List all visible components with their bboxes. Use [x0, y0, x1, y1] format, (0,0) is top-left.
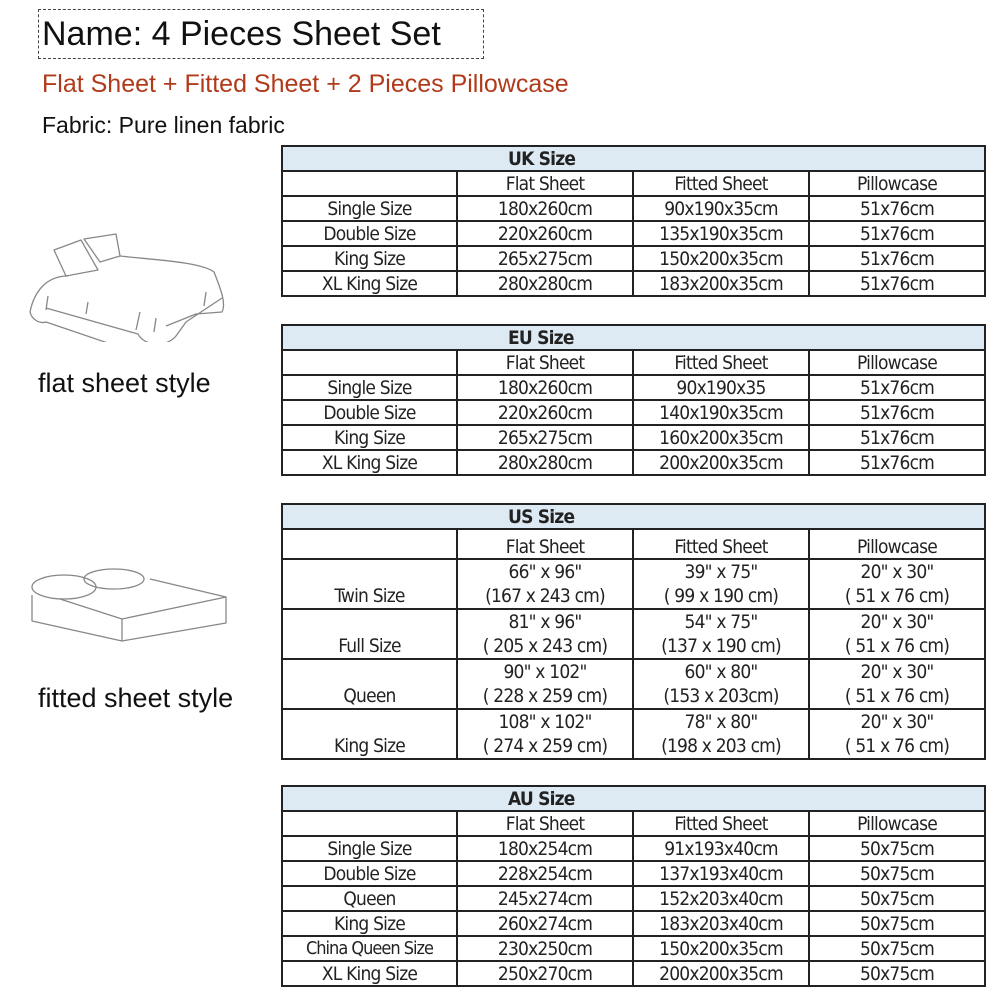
inch-value: 60" x 80" — [684, 661, 758, 683]
inch-value: 54" x 75" — [684, 611, 758, 633]
cell: 51x76cm — [809, 425, 985, 450]
cm-value: (137 x 190 cm) — [661, 635, 781, 657]
table-row — [282, 450, 985, 475]
inch-value: 90" x 102" — [503, 661, 587, 683]
size-label: Queen — [282, 659, 457, 709]
cm-value: (153 x 203cm) — [663, 685, 779, 707]
cell: 51x76cm — [809, 221, 985, 246]
cell: 51x76cm — [809, 450, 985, 475]
column-header: Fitted Sheet — [633, 529, 809, 559]
cm-value: (198 x 203 cm) — [661, 735, 781, 757]
table-row — [282, 221, 985, 246]
header-row — [282, 350, 985, 375]
cell — [457, 709, 633, 759]
size-label: XL King Size — [282, 271, 457, 296]
cell: 265x275cm — [457, 246, 633, 271]
cell: 180x260cm — [457, 196, 633, 221]
size-label: XL King Size — [282, 450, 457, 475]
cell: 51x76cm — [809, 400, 985, 425]
cell — [809, 609, 985, 659]
cell — [633, 659, 809, 709]
cm-value: ( 205 x 243 cm) — [482, 635, 608, 657]
column-header: Pillowcase — [809, 529, 985, 559]
cell — [457, 559, 633, 609]
flat-sheet-style-label: flat sheet style — [38, 368, 211, 398]
table-title: UK Size — [282, 146, 985, 171]
cell: 90x190x35cm — [633, 196, 809, 221]
cell: 230x250cm — [457, 936, 633, 961]
cell: 150x200x35cm — [633, 936, 809, 961]
cell: 51x76cm — [809, 196, 985, 221]
column-header: Flat Sheet — [457, 350, 633, 375]
cm-value: ( 99 x 190 cm) — [663, 585, 779, 607]
fitted-sheet-bed-icon — [30, 565, 230, 645]
column-header — [282, 350, 457, 375]
eu-size-table — [281, 324, 986, 476]
cell: 50x75cm — [809, 936, 985, 961]
cell — [457, 659, 633, 709]
cell: 135x190x35cm — [633, 221, 809, 246]
set-contents: Flat Sheet + Fitted Sheet + 2 Pieces Pillowcase — [42, 70, 569, 98]
cell: 200x200x35cm — [633, 961, 809, 986]
cm-value: ( 228 x 259 cm) — [482, 685, 608, 707]
table-row — [282, 559, 985, 609]
column-header: Fitted Sheet — [633, 171, 809, 196]
table-row — [282, 911, 985, 936]
cell: 220x260cm — [457, 400, 633, 425]
table-row — [282, 609, 985, 659]
table-row — [282, 271, 985, 296]
size-label: Full Size — [282, 609, 457, 659]
table-row — [282, 961, 985, 986]
cell: 180x254cm — [457, 836, 633, 861]
cell: 265x275cm — [457, 425, 633, 450]
table-row — [282, 659, 985, 709]
cell: 137x193x40cm — [633, 861, 809, 886]
uk-size-table — [281, 145, 986, 297]
product-name: Name: 4 Pieces Sheet Set — [42, 15, 441, 53]
us-size-table — [281, 503, 986, 760]
cell — [809, 709, 985, 759]
table-row — [282, 246, 985, 271]
cell: 228x254cm — [457, 861, 633, 886]
column-header: Flat Sheet — [457, 529, 633, 559]
cell: 152x203x40cm — [633, 886, 809, 911]
cm-value: ( 51 x 76 cm) — [844, 635, 950, 657]
cell: 50x75cm — [809, 861, 985, 886]
table-row — [282, 375, 985, 400]
inch-value: 78" x 80" — [684, 711, 758, 733]
header-row — [282, 171, 985, 196]
cell: 183x200x35cm — [633, 271, 809, 296]
table-row — [282, 709, 985, 759]
table-row — [282, 196, 985, 221]
table-row — [282, 425, 985, 450]
cell: 160x200x35cm — [633, 425, 809, 450]
size-label: Single Size — [282, 375, 457, 400]
table-row — [282, 400, 985, 425]
size-label: Queen — [282, 886, 457, 911]
table-row — [282, 886, 985, 911]
table-title: EU Size — [282, 325, 985, 350]
table-row — [282, 936, 985, 961]
column-header: Flat Sheet — [457, 171, 633, 196]
cell: 280x280cm — [457, 450, 633, 475]
cm-value: (167 x 243 cm) — [485, 585, 605, 607]
size-label: China Queen Size — [282, 936, 457, 961]
cell: 51x76cm — [809, 271, 985, 296]
cell — [457, 609, 633, 659]
cell: 245x274cm — [457, 886, 633, 911]
column-header: Pillowcase — [809, 350, 985, 375]
cell — [809, 559, 985, 609]
cell: 50x75cm — [809, 961, 985, 986]
size-label: XL King Size — [282, 961, 457, 986]
table-title: AU Size — [282, 786, 985, 811]
header-row — [282, 529, 985, 559]
size-label: King Size — [282, 911, 457, 936]
cell: 90x190x35 — [633, 375, 809, 400]
column-header: Pillowcase — [809, 811, 985, 836]
inch-value: 20" x 30" — [860, 661, 934, 683]
inch-value: 66" x 96" — [508, 561, 582, 583]
fabric-info: Fabric: Pure linen fabric — [42, 112, 285, 138]
cell: 91x193x40cm — [633, 836, 809, 861]
cell: 50x75cm — [809, 911, 985, 936]
column-header — [282, 529, 457, 559]
size-label: King Size — [282, 246, 457, 271]
header-row — [282, 811, 985, 836]
inch-value: 20" x 30" — [860, 561, 934, 583]
table-title: US Size — [282, 504, 985, 529]
au-size-table — [281, 785, 986, 987]
cell: 150x200x35cm — [633, 246, 809, 271]
cm-value: ( 274 x 259 cm) — [482, 735, 608, 757]
column-header — [282, 811, 457, 836]
column-header: Pillowcase — [809, 171, 985, 196]
flat-sheet-bed-icon — [26, 232, 226, 342]
cell — [809, 659, 985, 709]
size-label: Twin Size — [282, 559, 457, 609]
cell: 51x76cm — [809, 375, 985, 400]
cell: 50x75cm — [809, 886, 985, 911]
column-header: Fitted Sheet — [633, 350, 809, 375]
size-label: Double Size — [282, 861, 457, 886]
cell: 280x280cm — [457, 271, 633, 296]
size-label: Single Size — [282, 196, 457, 221]
cell: 140x190x35cm — [633, 400, 809, 425]
cell — [633, 609, 809, 659]
table-row — [282, 861, 985, 886]
inch-value: 39" x 75" — [684, 561, 758, 583]
size-label: King Size — [282, 425, 457, 450]
size-label: Double Size — [282, 400, 457, 425]
cell — [633, 709, 809, 759]
cell: 180x260cm — [457, 375, 633, 400]
fitted-sheet-style-label: fitted sheet style — [38, 683, 234, 713]
column-header: Flat Sheet — [457, 811, 633, 836]
cm-value: ( 51 x 76 cm) — [844, 735, 950, 757]
size-label: Double Size — [282, 221, 457, 246]
inch-value: 20" x 30" — [860, 611, 934, 633]
cell: 51x76cm — [809, 246, 985, 271]
cell: 50x75cm — [809, 836, 985, 861]
cell: 220x260cm — [457, 221, 633, 246]
column-header — [282, 171, 457, 196]
cm-value: ( 51 x 76 cm) — [844, 685, 950, 707]
cell: 250x270cm — [457, 961, 633, 986]
size-label: King Size — [282, 709, 457, 759]
cell — [633, 559, 809, 609]
cell: 260x274cm — [457, 911, 633, 936]
cell: 183x203x40cm — [633, 911, 809, 936]
table-row — [282, 836, 985, 861]
size-label: Single Size — [282, 836, 457, 861]
inch-value: 81" x 96" — [508, 611, 582, 633]
inch-value: 108" x 102" — [498, 711, 592, 733]
column-header: Fitted Sheet — [633, 811, 809, 836]
cm-value: ( 51 x 76 cm) — [844, 585, 950, 607]
inch-value: 20" x 30" — [860, 711, 934, 733]
cell: 200x200x35cm — [633, 450, 809, 475]
